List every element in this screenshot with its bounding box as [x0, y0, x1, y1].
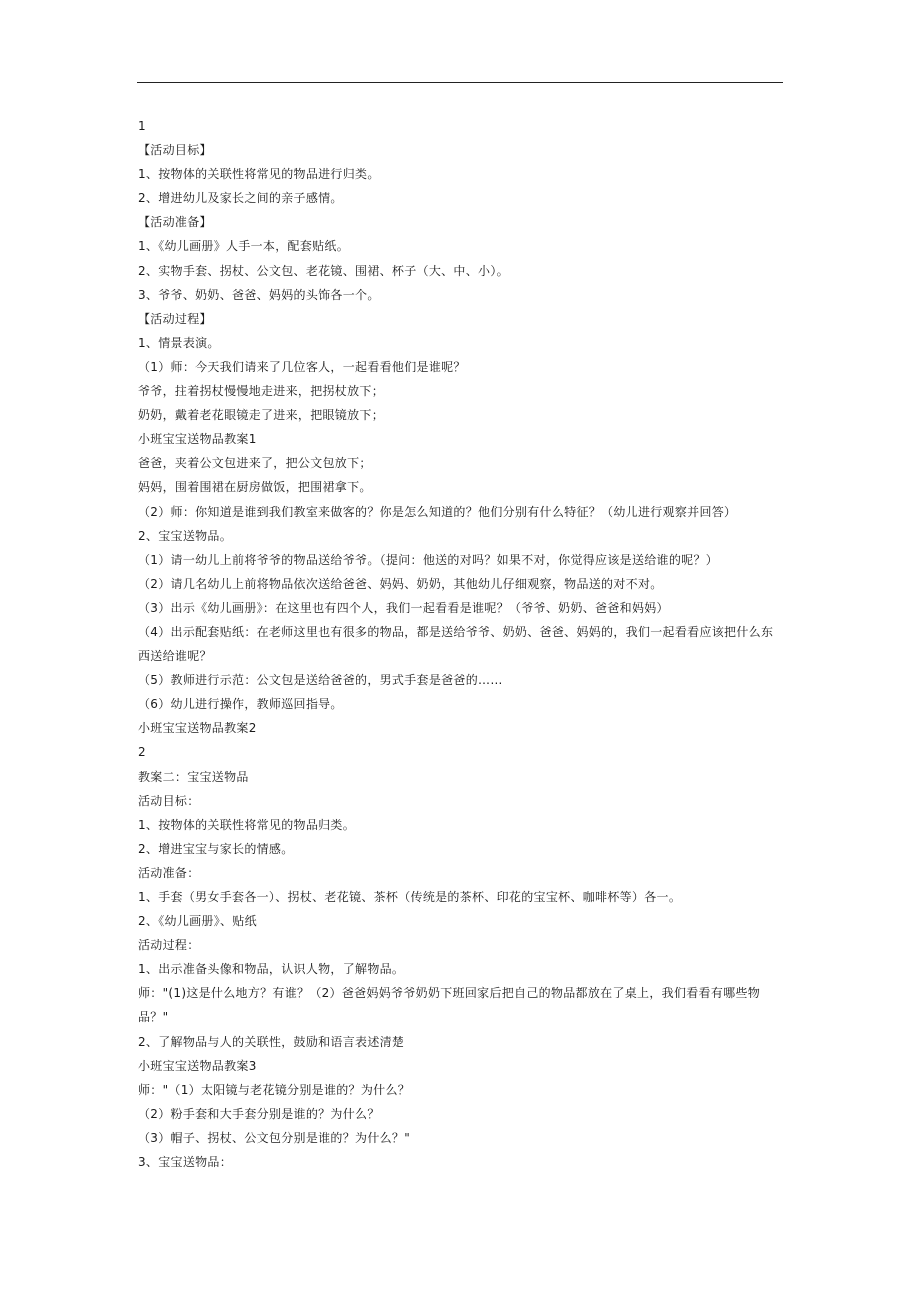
text-line: 小班宝宝送物品教案2 — [138, 721, 257, 736]
section-heading: 【活动准备】 — [138, 215, 212, 230]
section-heading: 【活动目标】 — [138, 143, 212, 158]
text-line: 3、爷爷、奶奶、爸爸、妈妈的头饰各一个。 — [138, 287, 380, 302]
text-line: 2、《幼儿画册》、贴纸 — [138, 914, 257, 929]
text-line: （3）出示《幼儿画册》：在这里也有四个人，我们一起看看是谁呢？（爷爷、奶奶、爸爸和妈妈） — [138, 600, 669, 615]
text-line: 1 — [138, 119, 146, 133]
text-line: （3）帽子、拐杖、公文包分别是谁的？为什么？" — [138, 1130, 411, 1145]
document-body — [138, 114, 788, 1174]
text-line: 师："(1)这是什么地方？有谁？（2）爸爸妈妈爷爷奶奶下班回家后把自己的物品都放在了桌上，我们看看有哪些物 — [138, 986, 761, 1001]
section-heading: 【活动过程】 — [138, 311, 212, 326]
text-line: （2）师：你知道是谁到我们教室来做客的？你是怎么知道的？他们分别有什么特征？（幼儿进行观察并回答） — [138, 504, 737, 519]
text-line: 1、按物体的关联性将常见的物品进行归类。 — [138, 167, 380, 182]
text-line: 小班宝宝送物品教案1 — [138, 432, 257, 447]
text-line: 西送给谁呢？ — [138, 649, 212, 664]
text-line: 1、《幼儿画册》人手一本，配套贴纸。 — [138, 239, 350, 254]
text-line: （1）师：今天我们请来了几位客人，一起看看他们是谁呢？ — [138, 359, 466, 374]
text-line: 1、情景表演。 — [138, 335, 220, 350]
text-line: 品？" — [138, 1010, 169, 1025]
text-line: 2、了解物品与人的关联性，鼓励和语言表述清楚 — [138, 1034, 405, 1049]
text-line: （1）请一幼儿上前将爷爷的物品送给爷爷。（提问：他送的对吗？如果不对，你觉得应该是送给谁的呢？） — [138, 552, 719, 567]
text-line: 师："（1）太阳镜与老花镜分别是谁的？为什么？ — [138, 1082, 411, 1097]
text-line: （4）出示配套贴纸：在老师这里也有很多的物品，都是送给爷爷、奶奶、爸爸、妈妈的，我们一起看看应该把什么东 — [138, 624, 774, 639]
text-line: （2）粉手套和大手套分别是谁的？为什么？ — [138, 1106, 380, 1121]
text-line: （5）教师进行示范：公文包是送给爸爸的，男式手套是爸爸的…… — [138, 673, 503, 688]
text-line: （6）幼儿进行操作，教师巡回指导。 — [138, 697, 343, 712]
text-line: 小班宝宝送物品教案3 — [138, 1058, 257, 1073]
text-line: 1、出示准备头像和物品，认识人物，了解物品。 — [138, 962, 405, 977]
text-line: 爷爷，拄着拐杖慢慢地走进来，把拐杖放下； — [138, 384, 385, 399]
text-line: 2、宝宝送物品。 — [138, 528, 233, 543]
text-line: 奶奶，戴着老花眼镜走了进来，把眼镜放下； — [138, 408, 385, 423]
text-line: 教案二：宝宝送物品 — [138, 769, 249, 784]
text-line: 1、按物体的关联性将常见的物品归类。 — [138, 817, 356, 832]
text-line: 1、手套（男女手套各一）、拐杖、老花镜、茶杯（传统是的茶杯、印花的宝宝杯、咖啡杯等）各一。 — [138, 890, 682, 904]
text-line: 2 — [138, 745, 146, 760]
text-line: 妈妈，围着围裙在厨房做饭，把围裙拿下。 — [138, 480, 372, 495]
text-line: 2、实物手套、拐杖、公文包、老花镜、围裙、杯子（大、中、小）。 — [138, 263, 509, 278]
text-line: 3、宝宝送物品： — [138, 1155, 233, 1170]
header-rule — [137, 82, 783, 83]
section-heading: 活动过程： — [138, 938, 200, 953]
section-heading: 活动目标： — [138, 793, 200, 808]
text-line: （2）请几名幼儿上前将物品依次送给爸爸、妈妈、奶奶，其他幼儿仔细观察，物品送的对不对。 — [138, 576, 663, 591]
text-line: 2、增进幼儿及家长之间的亲子感情。 — [138, 191, 343, 206]
section-heading: 活动准备： — [138, 865, 200, 880]
text-line: 爸爸，夹着公文包进来了，把公文包放下； — [138, 456, 372, 471]
text-line: 2、增进宝宝与家长的情感。 — [138, 841, 294, 856]
